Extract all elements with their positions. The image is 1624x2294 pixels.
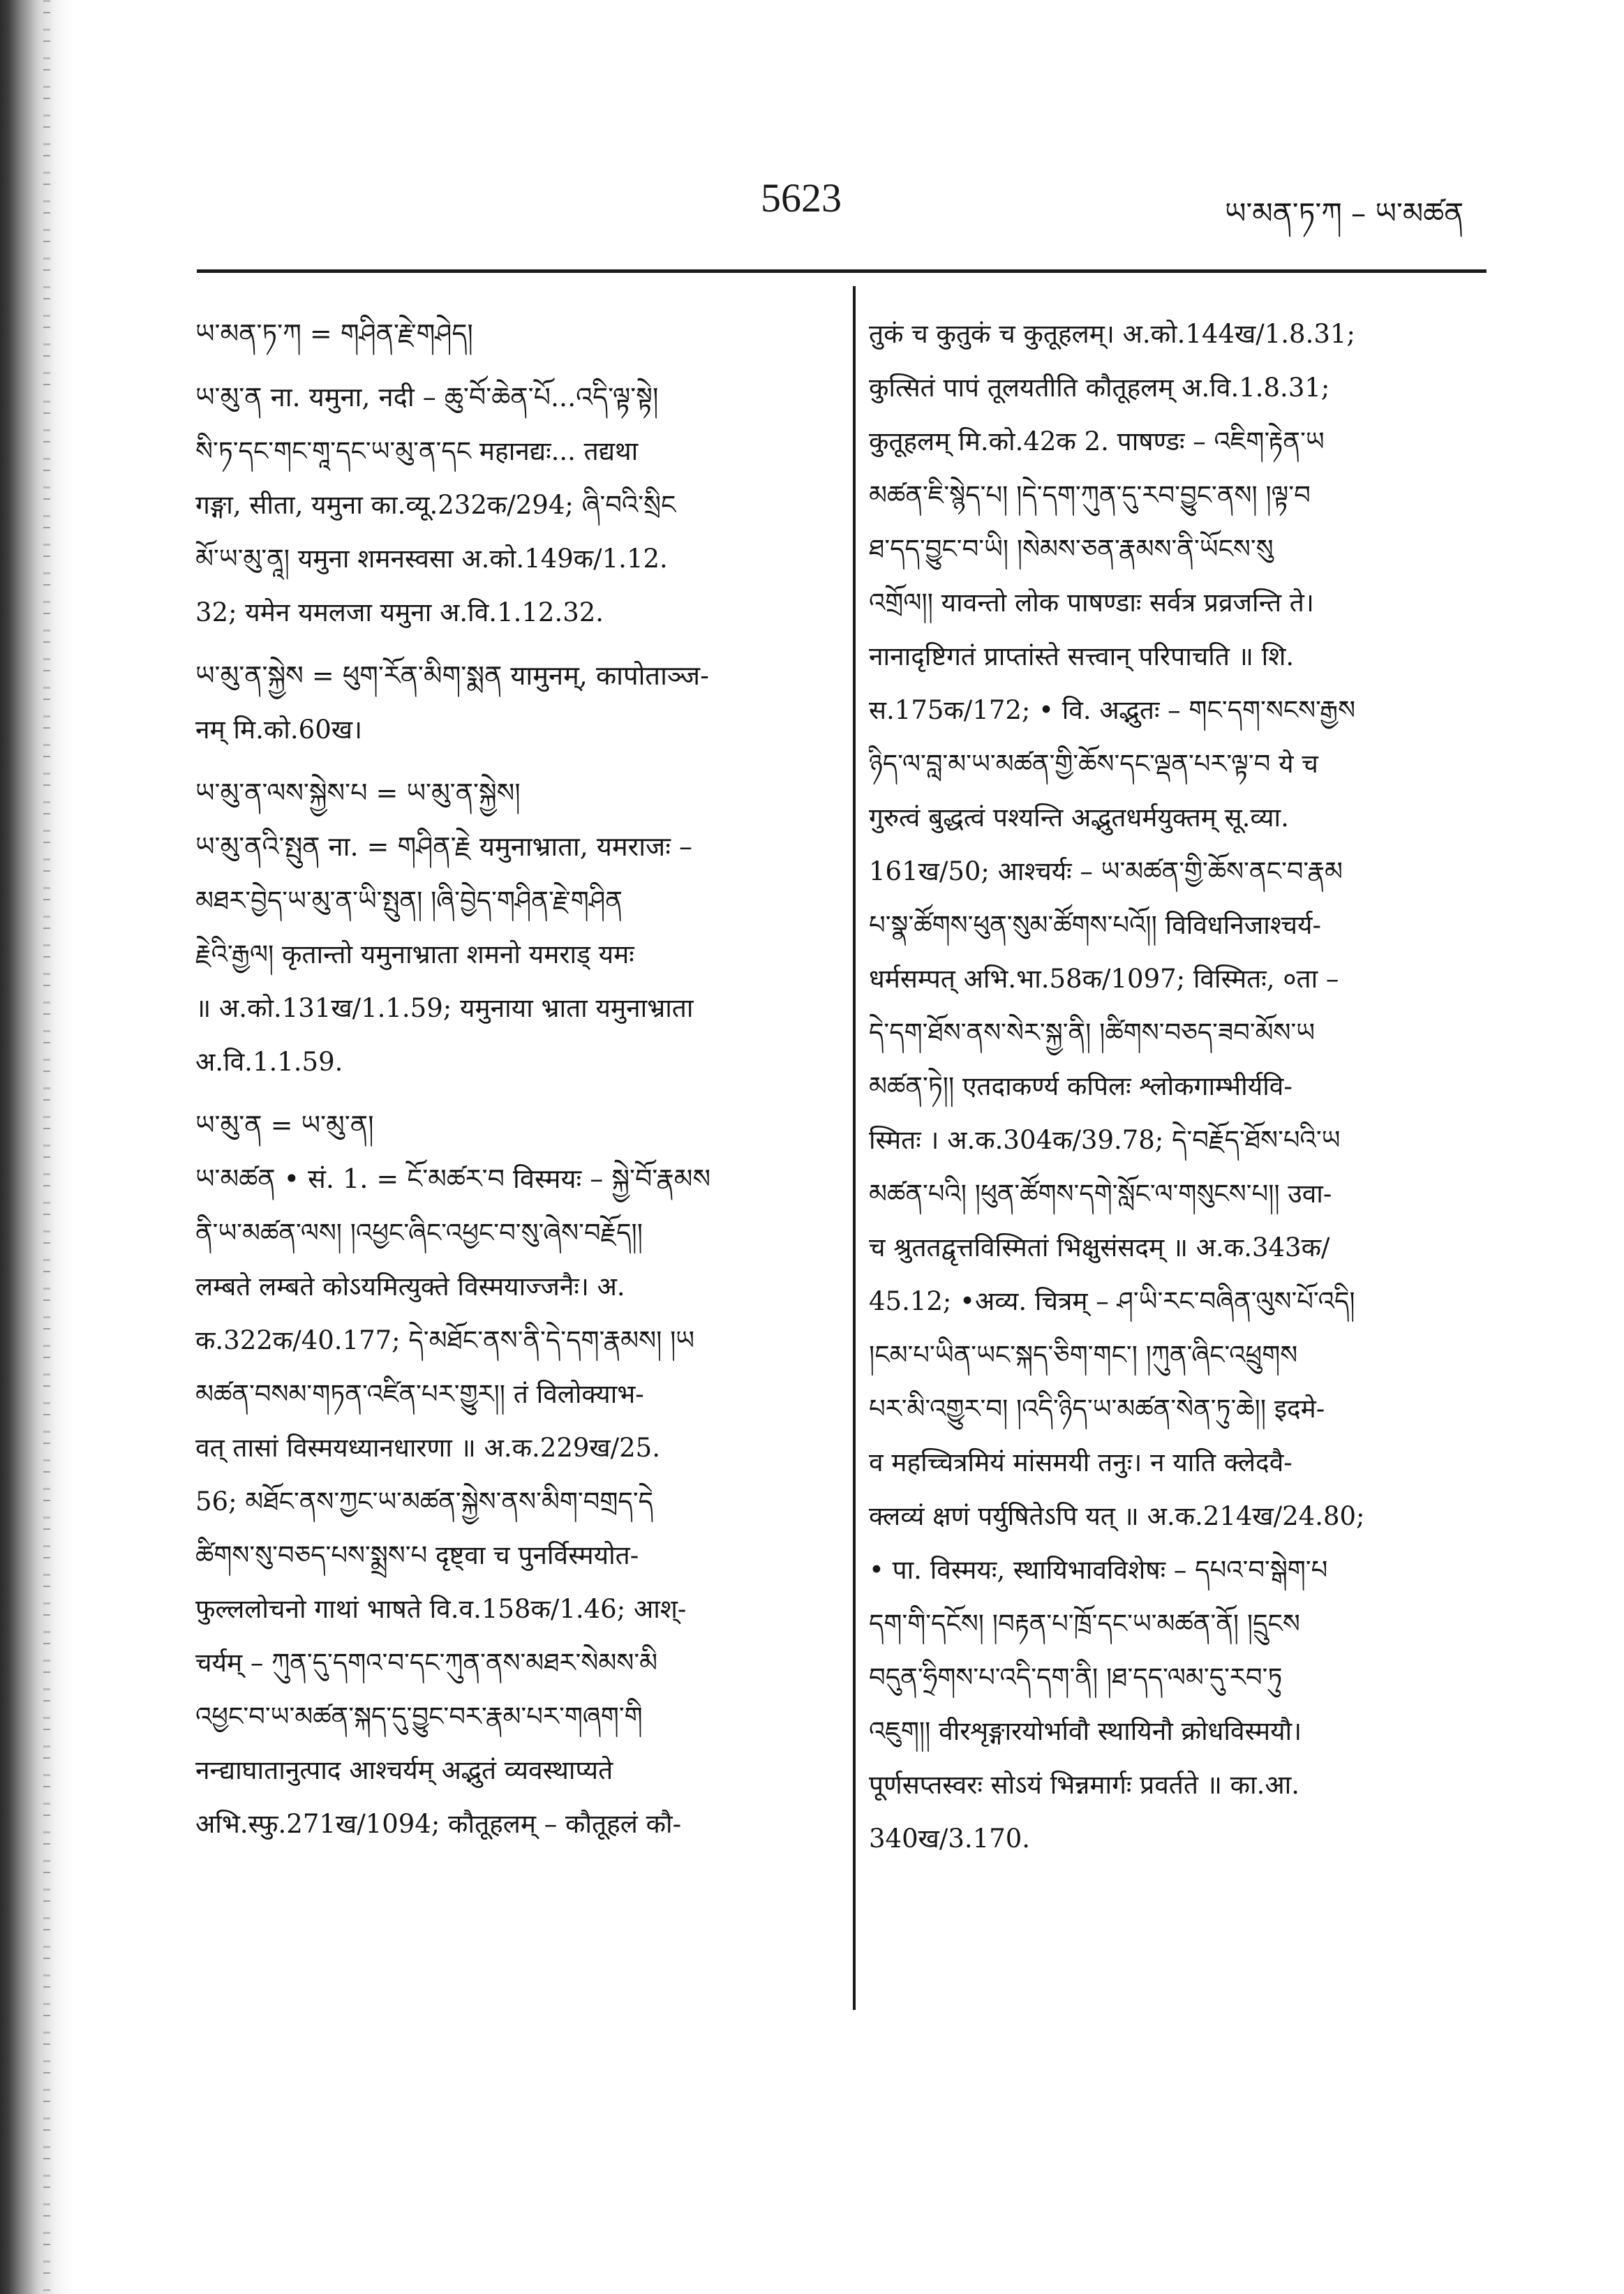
entry-line: ཡ་མུ་ན་སྐྱེས = ཕུག་རོན་མིག་སྨན यामुनम्, कापोताञ्ज- xyxy=(195,660,709,691)
entry-line: འགྲོལ།། यावन्तो लोक पाषण्डाः सर्वत्र प्रव्रजन्ति ते। xyxy=(869,588,1314,618)
entry-line: རྗེའི་རྒྱལ། कृतान्तो यमुनाभ्राता शमनो यमराड् यमः xyxy=(195,939,634,969)
entry-line: च श्रुततद्वृत्तविस्मितां भिक्षुसंसदम् ॥ अ.क.343क/ xyxy=(869,1232,1330,1263)
entry-line: པ་སྣ་ཚོགས་ཕུན་སུམ་ཚོགས་པའོ།། विविधनिजाश्चर्य- xyxy=(869,910,1322,940)
entry-line: नानादृष्टिगतं प्राप्तांस्ते सत्त्वान् परिपाचति ॥ शि. xyxy=(869,641,1295,671)
entry-line: མོ་ཡ་མུ་ནཱ། यमुना शमनस्वसा अ.को.149क/1.12. xyxy=(195,544,668,574)
entry-line: वत् तासां विस्मयध्यानधारणा ॥ अ.क.229ख/25. xyxy=(195,1433,660,1463)
entry-line: ཚིགས་སུ་བཅད་པས་སྨྲས་པ दृष्ट्वा च पुनर्विस्मयोत- xyxy=(195,1540,639,1570)
entry-line: स.175क/172; • वि. अद्भुतः – གང་དག་སངས་རྒྱས xyxy=(869,695,1356,725)
entry-line: ནི་ཡ་མཚན་ལས། །འཕྱང་ཞིང་འཕྱང་བ་སུ་ཞེས་བརྗོད།། xyxy=(195,1218,643,1248)
entry-line: ॥ अ.को.131ख/1.1.59; यमुनाया भ्राता यमुनाभ्राता xyxy=(195,993,694,1023)
entry-line: སི་ཏ་དང་གང་གཱ་དང་ཡ་མུ་ན་དང महानद्यः... तद्यथा xyxy=(195,436,639,466)
entry-line: མཚན་པའི། །ཕུན་ཚོགས་དགེ་སློང་ལ་གསུངས་པ།། उवा- xyxy=(869,1179,1332,1209)
entry-line: चर्यम् – ཀུན་དུ་དགའ་བ་དང་ཀུན་ནས་མཐར་སེམས་མི xyxy=(195,1648,658,1678)
entry-line: དེ་དག་ཐོས་ནས་སེར་སྐྱ་ནི། །ཚིགས་བཅད་ཟབ་མོས་ཡ xyxy=(869,1018,1316,1048)
entry-line: མཚན་ཏེ།། एतदाकर्ण्य कपिलः श्लोकगाम्भीर्यवि- xyxy=(869,1071,1293,1101)
entry-line: पूर्णसप्तस्वरः सोऽयं भिन्नमार्गः प्रवर्तते ॥ का.आ. xyxy=(869,1770,1299,1800)
entry-line: अभि.स्फु.271ख/1094; कौतूहलम् – कौतूहलं कौ- xyxy=(195,1809,682,1839)
entry-line: ཐ་དད་བྱུང་བ་ཡི། །སེམས་ཅན་རྣམས་ནི་ཡོངས་སུ xyxy=(869,534,1274,564)
entry-line: स्मितः । अ.क.304क/39.78; དེ་བརྗོད་ཐོས་པའི་ཡ xyxy=(869,1125,1341,1155)
left-column xyxy=(195,307,827,1851)
entry-line: क.322क/40.177; དེ་མཐོང་ནས་ནི་དེ་དག་རྣམས། །ཡ xyxy=(195,1325,695,1355)
scan-noise xyxy=(43,0,50,2294)
entry-line: ཡ་མུ་ན ना. यमुना, नदी – ཆུ་བོ་ཆེན་པོ...འདི་ལྟ་སྟེ། xyxy=(195,382,659,412)
entry-line: བདུན་ཧྲིགས་པ་འདི་དག་ནི། །ཐ་དད་ལམ་དུ་རབ་ཏུ xyxy=(869,1662,1283,1692)
entry-line: འཕྱང་བ་ཡ་མཚན་སྐད་དུ་བྱུང་བར་རྣམ་པར་གཞག་གི xyxy=(195,1701,643,1731)
entry-line: • पा. विस्मयः, स्थायिभावविशेषः – དཔའ་བ་སྒེག་པ xyxy=(869,1555,1328,1585)
entry-line: नन्द्याघातानुत्पाद आश्चर्यम् अद्भुतं व्यवस्थाप्यते xyxy=(195,1755,613,1785)
entry-line: ཉིད་ལ་བླ་མ་ཡ་མཚན་གྱི་ཆོས་དང་ལྡན་པར་ལྟ་བ ये च xyxy=(869,749,1318,779)
right-column xyxy=(869,307,1487,1865)
entry-line: लम्बते लम्बते कोऽयमित्युक्ते विस्मयाज्जनैः। अ. xyxy=(195,1272,625,1302)
entry-line: ཡ་མཚན • सं. 1. = ངོ་མཚར་བ विस्मयः – སྐྱེ་བོ་རྣམས xyxy=(195,1163,711,1194)
entry-line: क्लव्यं क्षणं पर्युषितेऽपि यत् ॥ अ.क.214ख/24.80; xyxy=(869,1501,1365,1531)
entry-line: འཇུག།། वीरशृङ्गारयोर्भावौ स्थायिनौ क्रोधविस्मयौ। xyxy=(869,1716,1302,1746)
column-divider xyxy=(853,286,856,2010)
entry-line: ཡ་མུ་ནའི་སྤུན ना. = གཤིན་རྗེ यमुनाभ्राता, यमराजः – xyxy=(195,831,693,862)
entry-line: མཚན་ཇི་སྙེད་པ། །དེ་དག་ཀུན་དུ་རབ་བྱུང་ནས། །ལྟ་བ xyxy=(869,480,1311,510)
entry-headword-line: ཡ་མན་ཏ་ཀ = གཤིན་རྗེ་གཤེད། xyxy=(195,318,473,349)
entry-line: 161ख/50; आश्चर्यः – ཡ་མཚན་གྱི་ཆོས་ནང་བ་རྣམ xyxy=(869,856,1343,886)
entry-line: ཡ་མུ་ན་ལས་སྐྱེས་པ = ཡ་མུ་ན་སྐྱེས། xyxy=(195,777,521,808)
entry-line: །ངམ་པ་ཡིན་ཡང་སྐད་ཅིག་གང་། །ཀུན་ཞིང་འཕྲུགས xyxy=(869,1340,1298,1370)
header-rule xyxy=(197,269,1487,273)
entry-line: नम् मि.को.60ख। xyxy=(195,715,363,745)
entry-line: ཡ་མུ་ན = ཡ་མུ་ན། xyxy=(195,1110,374,1140)
entry-line: गुरुत्वं बुद्धत्वं पश्यन्ति अद्भुतधर्मयुक्तम् सू.व्या. xyxy=(869,803,1289,833)
entry-line: མཚན་བསམ་གཏན་འཛིན་པར་གྱུར།། तं विलोक्याभ- xyxy=(195,1379,644,1409)
entry-line: པར་མི་འགྱུར་བ། །འདི་ཉིད་ཡ་མཚན་སེན་ཏུ་ཆེ།། इदमे- xyxy=(869,1394,1325,1424)
entry-line: དག་གི་དངོས། །བརྟན་པ་ཁྲོ་དང་ཡ་མཚན་ནོ། །དྲུངས xyxy=(869,1609,1300,1639)
entry-line: कुतूहलम् मि.को.42क 2. पाषण्डः – འཇིག་རྟེན་ཡ xyxy=(869,426,1325,456)
entry-line: गङ्गा, सीता, यमुना का.व्यू.232क/294; ཞི་བའི་སྲིང xyxy=(195,490,676,520)
entry-line: तुकं च कुतुकं च कुतूहलम्। अ.को.144ख/1.8.31; xyxy=(869,319,1355,349)
entry-line: फुल्ललोचनो गाथां भाषते वि.व.158क/1.46; आश्- xyxy=(195,1594,687,1624)
entry-line: धर्मसम्पत् अभि.भा.58क/1097; विस्मितः, ०ता – xyxy=(869,964,1339,994)
entry-line: 340ख/3.170. xyxy=(869,1824,1031,1854)
entry-line: མཐར་བྱེད་ཡ་མུ་ན་ཡི་སྤུན། །ཞི་བྱེད་གཤིན་རྗེ་གཤིན xyxy=(195,886,623,916)
entry-line: 45.12; •अव्य. चित्रम् – ཤ་ཡི་རང་བཞིན་ལུས་པོ་འདི། xyxy=(869,1286,1355,1316)
scan-shadow-edge xyxy=(0,0,73,2294)
entry-line: कुत्सितं पापं तूलयतीति कौतूहलम् अ.वि.1.8.31; xyxy=(869,373,1330,403)
running-head: ཡ་མན་ཏ་ཀ – ཡ་མཚན xyxy=(1225,196,1464,230)
entry-line: अ.वि.1.1.59. xyxy=(195,1047,343,1077)
entry-line: 32; यमेन यमलजा यमुना अ.वि.1.12.32. xyxy=(195,597,604,627)
entry-line: 56; མཐོང་ནས་ཀྱང་ཡ་མཚན་སྐྱེས་ནས་མིག་བགྲད་དེ xyxy=(195,1487,654,1517)
entry-line: व महच्चित्रमियं मांसमयी तनुः। न याति क्लेदवै- xyxy=(869,1447,1293,1477)
page-number: 5623 xyxy=(761,175,842,221)
